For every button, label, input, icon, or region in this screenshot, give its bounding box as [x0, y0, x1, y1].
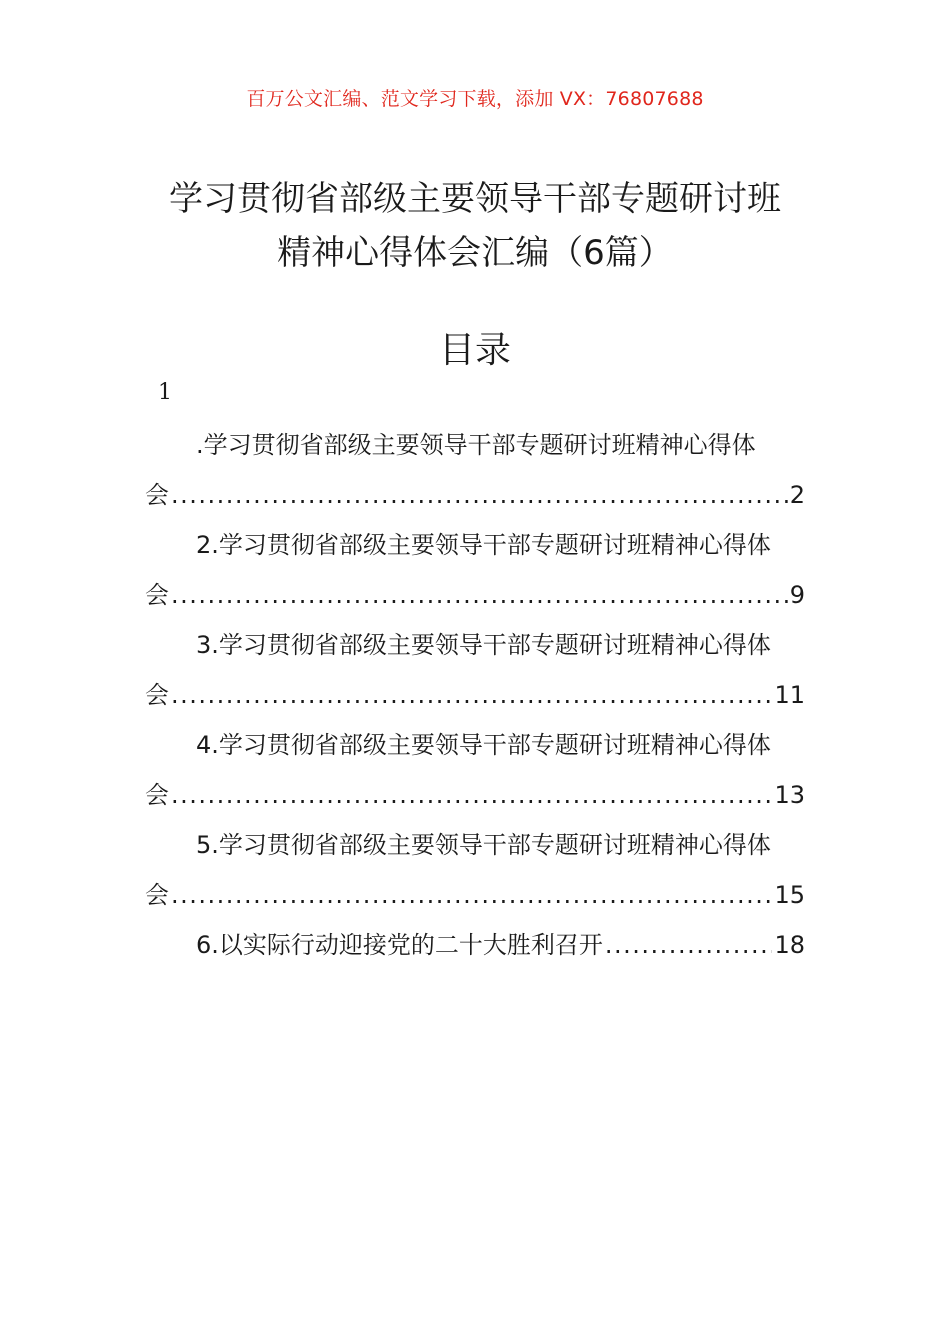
- toc-entry-title: 4.学习贯彻省部级主要领导干部专题研讨班精神心得体: [196, 731, 771, 759]
- toc-entry-continuation: [145, 770, 805, 820]
- toc-entry-6[interactable]: [145, 920, 805, 970]
- toc-entry-title: 6.以实际行动迎接党的二十大胜利召开: [196, 931, 603, 959]
- toc-entry-title: 3.学习贯彻省部级主要领导干部专题研讨班精神心得体: [196, 631, 771, 659]
- document-title: [100, 172, 850, 280]
- table-of-contents: [145, 420, 805, 970]
- toc-entry-title-end: 会: [145, 681, 169, 709]
- document-title-line2: 精神心得体会汇编（6篇）: [277, 233, 673, 273]
- toc-entry-line: [145, 920, 805, 970]
- toc-page-number: 18: [774, 931, 805, 959]
- toc-page-number: 9: [789, 581, 805, 609]
- document-title-line1: 学习贯彻省部级主要领导干部专题研讨班: [169, 179, 781, 219]
- toc-entry-continuation: [145, 470, 805, 520]
- dot-leader: [171, 770, 772, 820]
- toc-entry-title-end: 会: [145, 581, 169, 609]
- dot-leader: [605, 920, 773, 970]
- dot-leader: [171, 570, 788, 620]
- dot-leader: [171, 470, 788, 520]
- dot-leader: [171, 670, 772, 720]
- toc-page-number: 15: [774, 881, 805, 909]
- toc-entry-continuation: [145, 670, 805, 720]
- toc-entry-5[interactable]: [145, 820, 805, 920]
- toc-stray-number: 1: [158, 380, 172, 405]
- toc-entry-continuation: [145, 570, 805, 620]
- toc-entry-3[interactable]: [145, 620, 805, 720]
- toc-entry-title: 2.学习贯彻省部级主要领导干部专题研讨班精神心得体: [196, 531, 771, 559]
- toc-page-number: 2: [789, 481, 805, 509]
- toc-entry-continuation: [145, 870, 805, 920]
- dot-leader: [171, 870, 772, 920]
- toc-page-number: 13: [774, 781, 805, 809]
- toc-entry-title-end: 会: [145, 481, 169, 509]
- toc-entry-title: 5.学习贯彻省部级主要领导干部专题研讨班精神心得体: [196, 831, 771, 859]
- toc-entry-4[interactable]: [145, 720, 805, 820]
- toc-entry-title-end: 会: [145, 881, 169, 909]
- header-watermark-note: 百万公文汇编、范文学习下载，添加 VX：76807688: [246, 88, 704, 110]
- toc-entry-1[interactable]: [145, 420, 805, 520]
- toc-heading: 目录: [438, 330, 511, 371]
- toc-entry-title: .学习贯彻省部级主要领导干部专题研讨班精神心得体: [196, 431, 756, 459]
- toc-page-number: 11: [774, 681, 805, 709]
- toc-entry-2[interactable]: [145, 520, 805, 620]
- toc-entry-title-end: 会: [145, 781, 169, 809]
